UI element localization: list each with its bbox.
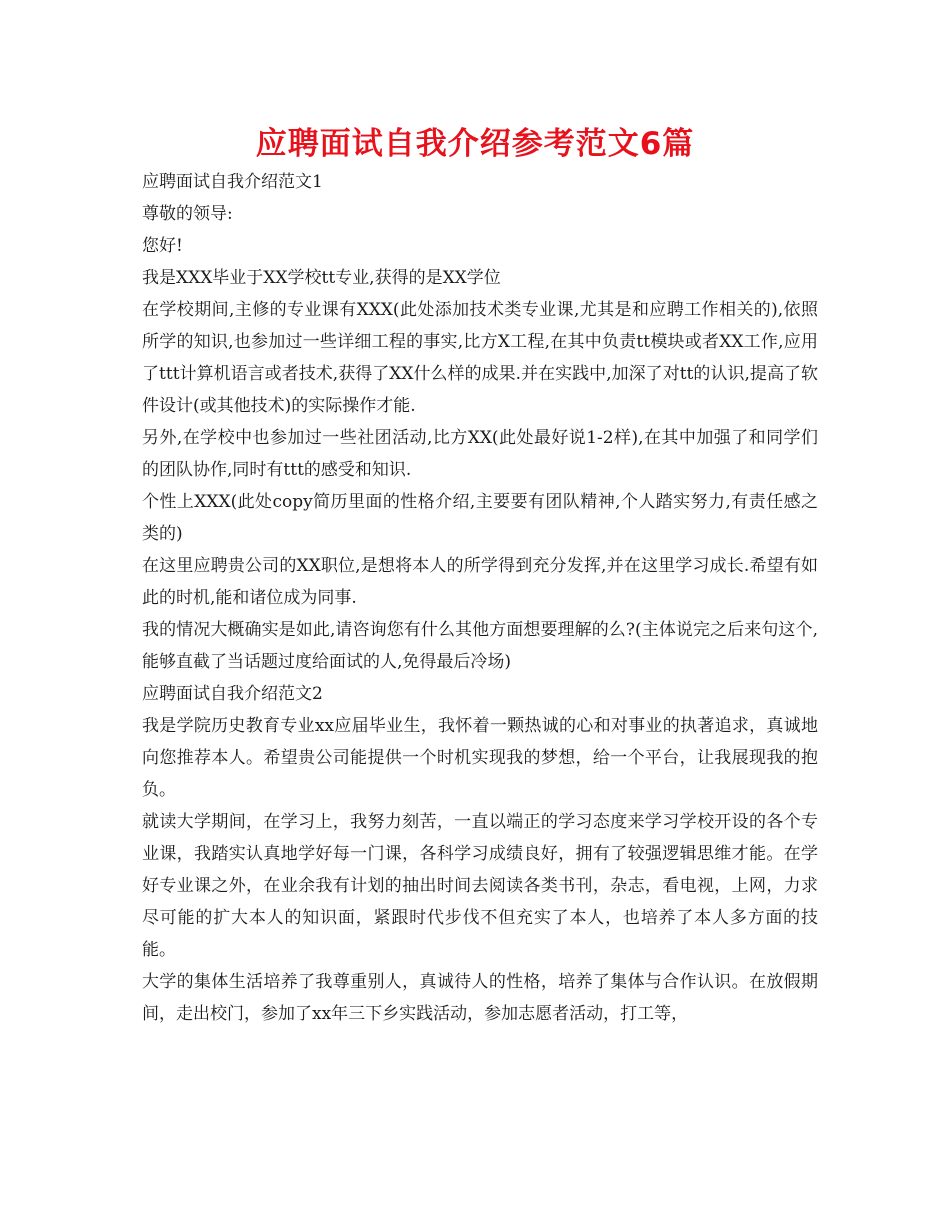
- paragraph: 大学的集体生活培养了我尊重别人，真诚待人的性格，培养了集体与合作认识。在放假期间，走出校门，参加了xx年三下乡实践活动，参加志愿者活动，打工等，: [142, 972, 818, 1024]
- greeting: 您好!: [142, 236, 183, 256]
- document-body: [142, 166, 818, 1030]
- paragraph: 我的情况大概确实是如此,请咨询您有什么其他方面想要理解的么?(主体说完之后来句这个,能够直截了当话题过度给面试的人,免得最后冷场): [142, 620, 818, 672]
- section-heading: 应聘面试自我介绍范文1: [142, 172, 323, 192]
- paragraph: 我是学院历史教育专业xx应届毕业生，我怀着一颗热诚的心和对事业的执著追求，真诚地向您推荐本人。希望贵公司能提供一个时机实现我的梦想，给一个平台，让我展现我的抱负。: [142, 716, 818, 800]
- paragraph: 在学校期间,主修的专业课有XXX(此处添加技术类专业课,尤其是和应聘工作相关的),依照所学的知识,也参加过一些详细工程的事实,比方X工程,在其中负责tt模块或者XX工作,应用了ttt计算机语言或者技术,获得了XX什么样的成果.并在实践中,加深了对tt的认识,提高了软件设计(或其他技术)的实际操作才能.: [142, 300, 818, 416]
- paragraph: 我是XXX毕业于XX学校tt专业,获得的是XX学位: [142, 268, 501, 288]
- document-title: 应聘面试自我介绍参考范文6篇: [255, 126, 695, 162]
- paragraph: 另外,在学校中也参加过一些社团活动,比方XX(此处最好说1-2样),在其中加强了和同学们的团队协作,同时有ttt的感受和知识.: [142, 428, 818, 480]
- paragraph: 在这里应聘贵公司的XX职位,是想将本人的所学得到充分发挥,并在这里学习成长.希望有如此的时机,能和诸位成为同事.: [142, 556, 818, 608]
- salutation: 尊敬的领导:: [142, 204, 233, 224]
- paragraph: 个性上XXX(此处copy简历里面的性格介绍,主要要有团队精神,个人踏实努力,有责任感之类的): [142, 492, 818, 544]
- section-heading: 应聘面试自我介绍范文2: [142, 684, 323, 704]
- paragraph: 就读大学期间，在学习上，我努力刻苦，一直以端正的学习态度来学习学校开设的各个专业课，我踏实认真地学好每一门课，各科学习成绩良好，拥有了较强逻辑思维才能。在学好专业课之外，在业余我有计划的抽出时间去阅读各类书刊，杂志，看电视，上网，力求尽可能的扩大本人的知识面，紧跟时代步伐不但充实了本人，也培养了本人多方面的技能。: [142, 812, 818, 960]
